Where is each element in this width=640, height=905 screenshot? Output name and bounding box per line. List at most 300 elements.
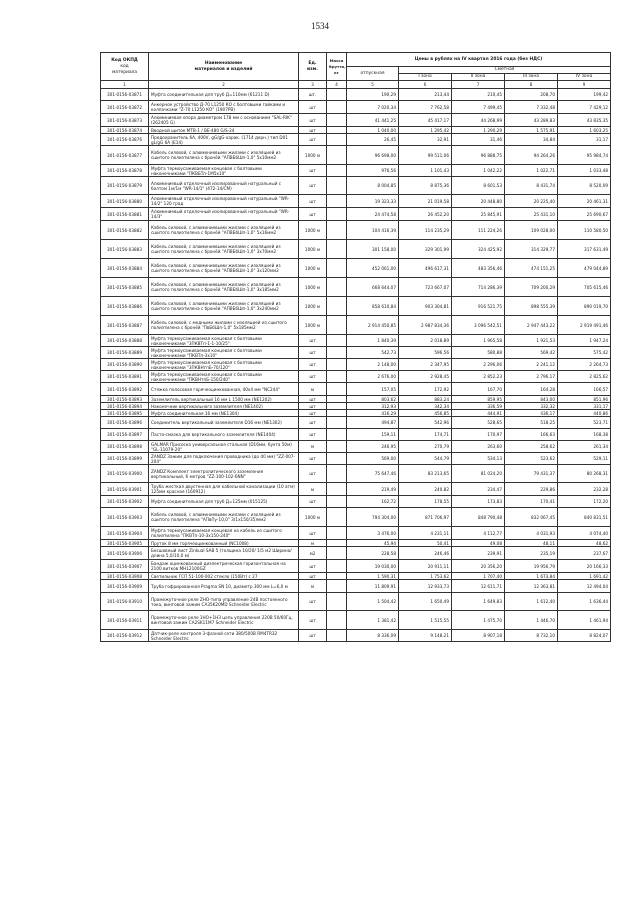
row-unit: шт [299, 630, 327, 642]
row-price-zone-3: 523,62 [505, 453, 558, 465]
row-price-zone-2: 859,95 [452, 396, 505, 403]
table-row [101, 441, 611, 453]
row-price-zone-3: 258,62 [505, 441, 558, 453]
row-mass [327, 134, 347, 146]
row-current-price: 858 610,84 [347, 297, 399, 316]
row-price-zone-2: 170,97 [452, 429, 505, 441]
row-unit: шт [299, 177, 327, 195]
row-price-zone-1: 903 304,81 [399, 297, 452, 316]
table-row [101, 573, 611, 580]
table-row [101, 630, 611, 642]
row-price-zone-3: 8 732,10 [505, 630, 558, 642]
row-code: 301-0156-03906 [101, 547, 149, 560]
row-price-zone-1: 2 987 834,36 [399, 316, 452, 335]
row-price-zone-2: 210,45 [452, 89, 505, 101]
row-mass [327, 527, 347, 540]
row-price-zone-4: 2 919 491,46 [558, 316, 611, 335]
row-price-zone-4: 479 044,89 [558, 259, 611, 278]
row-price-zone-3: 208,70 [505, 89, 558, 101]
row-code: 301-0156-03883 [101, 240, 149, 259]
row-mass [327, 316, 347, 335]
row-name: Кабель силовой, с алюминиевыми жилами с изоляцией из сшитого полиэтилена с бронёй "АПВБбШп-1,0" 3x185мм2 [149, 278, 299, 297]
row-name: Бесшовный лист Zinkual SAB 5 (толщина 10/20/ 1/5 м2 Ширина/длина 5,0/10,0 м) [149, 547, 299, 560]
row-price-zone-3: 229,86 [505, 483, 558, 496]
row-price-zone-3: 12 363,81 [505, 580, 558, 593]
row-price-zone-4: 20 461,31 [558, 195, 611, 208]
table-row [101, 127, 611, 134]
row-code: 301-0156-03909 [101, 580, 149, 593]
row-mass [327, 195, 347, 208]
row-price-zone-4: 1 691,42 [558, 573, 611, 580]
row-unit: 1000 м [299, 240, 327, 259]
row-price-zone-3: 1 612,40 [505, 593, 558, 611]
row-unit: 1000 м [299, 508, 327, 527]
header-zone-4: IV зона [558, 74, 611, 81]
column-index: 5 [347, 81, 399, 89]
row-price-zone-1: 174,71 [399, 429, 452, 441]
row-price-zone-4: 25 690,67 [558, 208, 611, 221]
row-code: 301-0156-03887 [101, 316, 149, 335]
row-code: 301-0156-03896 [101, 417, 149, 429]
row-name: Промежуточное реле ZHO-типа управление 24В постоянного тока, винтовой зажим CA35K20MD Schneider Electric [149, 593, 299, 611]
row-price-zone-4: 8 824,07 [558, 630, 611, 642]
row-mass [327, 560, 347, 573]
table-row [101, 297, 611, 316]
row-price-zone-2: 848 790,48 [452, 508, 505, 527]
row-current-price: 416,29 [347, 410, 399, 417]
row-unit: шт [299, 165, 327, 177]
column-index: 3 [299, 81, 327, 89]
row-unit: м [299, 441, 327, 453]
table-header [101, 53, 611, 81]
row-current-price: 668 644,07 [347, 278, 399, 297]
row-unit: 1000 м [299, 297, 327, 316]
price-table-sheet [100, 52, 610, 642]
row-price-zone-2: 483 356,46 [452, 259, 505, 278]
table-row [101, 540, 611, 547]
row-unit: м [299, 483, 327, 496]
row-price-zone-3: 164,28 [505, 383, 558, 396]
row-price-zone-1: 270,79 [399, 441, 452, 453]
row-code: 301-0156-03902 [101, 496, 149, 508]
row-price-zone-1: 8 875,36 [399, 177, 452, 195]
row-mass [327, 630, 347, 642]
table-row [101, 335, 611, 347]
row-price-zone-4: 7 429,12 [558, 101, 611, 114]
row-unit: 1000 м [299, 316, 327, 335]
row-price-zone-1: 45 417,17 [399, 114, 452, 127]
row-price-zone-1: 213,44 [399, 89, 452, 101]
row-mass [327, 453, 347, 465]
row-price-zone-2: 714 286,39 [452, 278, 505, 297]
row-code: 301-0156-03910 [101, 593, 149, 611]
row-mass [327, 177, 347, 195]
row-price-zone-4: 317 631,49 [558, 240, 611, 259]
row-name: Алюминиевая опора диаметром 178 мм с основанием "SAL-RIK" (262405 G) [149, 114, 299, 127]
row-price-zone-3: 48,11 [505, 540, 558, 547]
row-code: 301-0156-03884 [101, 259, 149, 278]
row-name: Заземлитель вертикальный 16 мм L 1500 мм (NE1202) [149, 396, 299, 403]
row-name: Кабель силовой, с алюминиевыми жилами с изоляцией из сшитого полиэтилена с бронёй "АПВБбШп-1,0" 5x16мм2 [149, 221, 299, 240]
row-price-zone-3: 79 431,37 [505, 465, 558, 483]
price-table [100, 52, 611, 642]
row-code: 301-0156-03911 [101, 611, 149, 630]
table-row [101, 453, 611, 465]
row-price-zone-4: 331,17 [558, 403, 611, 410]
row-code: 301-0156-03873 [101, 114, 149, 127]
row-price-zone-4: 95 984,74 [558, 146, 611, 165]
row-price-zone-4: 1 461,94 [558, 611, 611, 630]
row-price-zone-1: 50,41 [399, 540, 452, 547]
table-row [101, 383, 611, 396]
row-unit: шт [299, 410, 327, 417]
row-price-zone-1: 1 101,43 [399, 165, 452, 177]
row-unit: шт [299, 208, 327, 221]
column-index: 7 [452, 81, 505, 89]
table-row [101, 347, 611, 359]
row-price-zone-2: 12 611,71 [452, 580, 505, 593]
row-name: Алюминиевый отделочный изолированный натуральный "WR-14/2" 120 град [149, 195, 299, 208]
header-estimate: Сметная [399, 67, 611, 74]
row-current-price: 3 476,00 [347, 527, 399, 540]
row-price-zone-1: 99 511,06 [399, 146, 452, 165]
row-price-zone-2: 81 024,20 [452, 465, 505, 483]
table-row [101, 580, 611, 593]
row-code: 301-0156-03898 [101, 441, 149, 453]
row-mass [327, 417, 347, 429]
row-price-zone-1: 2 018,89 [399, 335, 452, 347]
row-price-zone-2: 528,65 [452, 417, 505, 429]
row-code: 301-0156-03893 [101, 396, 149, 403]
table-row [101, 240, 611, 259]
row-price-zone-3: 1 446,70 [505, 611, 558, 630]
row-mass [327, 297, 347, 316]
table-row [101, 508, 611, 527]
row-code: 301-0156-03901 [101, 483, 149, 496]
table-row [101, 221, 611, 240]
row-current-price: 157,05 [347, 383, 399, 396]
table-row [101, 547, 611, 560]
row-name: Соединитель вертикальный заземлителя D16 мм (NE1302) [149, 417, 299, 429]
row-name: Кабель силовой, с алюминиевыми жилами с изоляцией из сшитого полиэтилена с бронёй "АПВБбШп-1,0" 3x70мм2 [149, 240, 299, 259]
row-price-zone-3: 474 151,25 [505, 259, 558, 278]
row-unit: шт [299, 127, 327, 134]
row-price-zone-1: 114 235,29 [399, 221, 452, 240]
row-code: 301-0156-03888 [101, 335, 149, 347]
row-price-zone-3: 4 031,93 [505, 527, 558, 540]
row-price-zone-3: 34,84 [505, 134, 558, 146]
row-price-zone-1: 12 933,73 [399, 580, 452, 593]
table-row [101, 208, 611, 221]
row-code: 301-0156-03891 [101, 371, 149, 383]
row-price-zone-1: 240,82 [399, 483, 452, 496]
row-current-price: 8 336,09 [347, 630, 399, 642]
row-code: 301-0156-03886 [101, 297, 149, 316]
row-price-zone-2: 31,46 [452, 134, 505, 146]
row-price-zone-1: 871 706,97 [399, 508, 452, 527]
table-row [101, 146, 611, 165]
row-unit: шт [299, 335, 327, 347]
table-row [101, 496, 611, 508]
row-code: 301-0156-03907 [101, 560, 149, 573]
row-price-zone-2: 2 296,06 [452, 359, 505, 371]
row-price-zone-4: 2 264,73 [558, 359, 611, 371]
row-name: Пруток 8 мм горячеоцинкованный (NC1008) [149, 540, 299, 547]
row-name: Муфта термоусаживаемая концевая с болтовыми наконечниками "ПКВТп-3x10" [149, 347, 299, 359]
row-current-price: 1 840,39 [347, 335, 399, 347]
row-price-zone-4: 4 074,40 [558, 527, 611, 540]
row-mass [327, 240, 347, 259]
row-price-zone-4: 1 603,25 [558, 127, 611, 134]
row-current-price: 162,72 [347, 496, 399, 508]
header-zone-3: III зона [505, 74, 558, 81]
row-price-zone-4: 80 268,31 [558, 465, 611, 483]
row-code: 301-0156-03889 [101, 347, 149, 359]
row-code: 301-0156-03876 [101, 134, 149, 146]
row-code: 301-0156-03877 [101, 146, 149, 165]
row-price-zone-1: 172,92 [399, 383, 452, 396]
row-code: 301-0156-03882 [101, 221, 149, 240]
row-price-zone-2: 234,47 [452, 483, 505, 496]
row-price-zone-1: 26 452,20 [399, 208, 452, 221]
row-price-zone-1: 20 911,11 [399, 560, 452, 573]
row-price-zone-4: 890 019,70 [558, 297, 611, 316]
row-code: 301-0156-03895 [101, 410, 149, 417]
table-body [101, 89, 611, 642]
row-price-zone-2: 916 521,75 [452, 297, 505, 316]
row-price-zone-1: 496 617,31 [399, 259, 452, 278]
row-current-price: 104 416,39 [347, 221, 399, 240]
row-price-zone-2: 8 601,53 [452, 177, 505, 195]
row-price-zone-3: 569,42 [505, 347, 558, 359]
row-current-price: 569,00 [347, 453, 399, 465]
row-name: Алюминиевый отделочный изолированный натуральный "WR-14/3" [149, 208, 299, 221]
row-price-zone-2: 4 112,77 [452, 527, 505, 540]
row-unit: шт [299, 114, 327, 127]
table-row [101, 403, 611, 410]
row-price-zone-2: 1 965,58 [452, 335, 505, 347]
row-price-zone-4: 172,20 [558, 496, 611, 508]
row-mass [327, 371, 347, 383]
row-name: Алюминиевый отделочный изолированный натуральный с болтом 1м/1м "WR-14/1" (472-14/CM) [149, 177, 299, 195]
row-name: Кабель силовой, с медными жилами с изоляцией из сшитого полиэтилена с бронёй "ПвБбШп-1,0" 5x185мм2 [149, 316, 299, 335]
row-unit: шт [299, 417, 327, 429]
row-mass [327, 359, 347, 371]
column-index: 6 [399, 81, 452, 89]
row-current-price: 312,93 [347, 403, 399, 410]
row-mass [327, 208, 347, 221]
row-price-zone-4: 840 831,51 [558, 508, 611, 527]
row-current-price: 96 698,00 [347, 146, 399, 165]
header-price-block: Цены в рублях на IV квартал 2016 года (без НДС) [347, 53, 611, 67]
table-row [101, 560, 611, 573]
row-price-zone-2: 1 475,70 [452, 611, 505, 630]
row-current-price: 301 158,00 [347, 240, 399, 259]
row-current-price: 2 914 450,85 [347, 316, 399, 335]
row-price-zone-2: 167,70 [452, 383, 505, 396]
row-price-zone-3: 1 022,71 [505, 165, 558, 177]
row-price-zone-2: 8 907,18 [452, 630, 505, 642]
row-price-zone-1: 342,34 [399, 403, 452, 410]
row-current-price: 24 474,58 [347, 208, 399, 221]
row-price-zone-3: 1 673,84 [505, 573, 558, 580]
column-index: 8 [505, 81, 558, 89]
table-row [101, 527, 611, 540]
row-price-zone-3: 2 947 443,22 [505, 316, 558, 335]
row-price-zone-2: 263,60 [452, 441, 505, 453]
table-row [101, 278, 611, 297]
row-current-price: 452 061,00 [347, 259, 399, 278]
row-code: 301-0156-03890 [101, 359, 149, 371]
row-price-zone-3: 20 225,40 [505, 195, 558, 208]
row-price-zone-4: 110 580,50 [558, 221, 611, 240]
row-unit: шт [299, 359, 327, 371]
row-price-zone-4: 31,17 [558, 134, 611, 146]
row-mass [327, 165, 347, 177]
row-price-zone-1: 1 515,55 [399, 611, 452, 630]
column-index: 4 [327, 81, 347, 89]
row-price-zone-4: 2 825,62 [558, 371, 611, 383]
row-name: Стяжка полосовая горячеоцинкованная, 40x4 мм "NC244" [149, 383, 299, 396]
row-mass [327, 496, 347, 508]
row-current-price: 803,62 [347, 396, 399, 403]
row-current-price: 2 148,00 [347, 359, 399, 371]
row-unit: шт [299, 134, 327, 146]
row-unit: шт [299, 560, 327, 573]
row-code: 301-0156-03897 [101, 429, 149, 441]
row-unit: м [299, 540, 327, 547]
row-price-zone-4: 523,71 [558, 417, 611, 429]
row-code: 301-0156-03880 [101, 195, 149, 208]
row-current-price: 7 020,34 [347, 101, 399, 114]
row-mass [327, 611, 347, 630]
table-row [101, 593, 611, 611]
row-current-price: 794 304,00 [347, 508, 399, 527]
row-name: Труба гофрированная Pragma SN 10, диаметр 300 мм L=6,0 м [149, 580, 299, 593]
header-mass: Масса брутто, кг [327, 53, 347, 81]
row-mass [327, 383, 347, 396]
row-unit: шт [299, 465, 327, 483]
row-price-zone-4: 43 835,35 [558, 114, 611, 127]
row-mass [327, 483, 347, 496]
row-price-zone-3: 25 431,10 [505, 208, 558, 221]
row-current-price: 45,94 [347, 540, 399, 547]
row-name: Паста-смазка для вертикального заземлителя (NE1404) [149, 429, 299, 441]
row-price-zone-4: 1 636,44 [558, 593, 611, 611]
row-code: 301-0156-03908 [101, 573, 149, 580]
header-code: Код ОКПД код материала [101, 53, 149, 81]
row-price-zone-4: 575,42 [558, 347, 611, 359]
table-row [101, 465, 611, 483]
row-name: Муфта соединительная 16 мм (NE1304) [149, 410, 299, 417]
row-current-price: 41 441,25 [347, 114, 399, 127]
row-current-price: 159,11 [347, 429, 399, 441]
row-price-zone-1: 9 148,21 [399, 630, 452, 642]
row-unit: шт [299, 347, 327, 359]
table-row [101, 177, 611, 195]
row-price-zone-2: 3 096 542,51 [452, 316, 505, 335]
row-unit: шт [299, 496, 327, 508]
row-current-price: 19 323,33 [347, 195, 399, 208]
row-code: 301-0156-03903 [101, 508, 149, 527]
row-mass [327, 508, 347, 527]
row-current-price: 976,56 [347, 165, 399, 177]
row-price-zone-3: 2 796,17 [505, 371, 558, 383]
table-row [101, 89, 611, 101]
row-price-zone-2: 534,13 [452, 453, 505, 465]
row-price-zone-3: 94 264,26 [505, 146, 558, 165]
row-price-zone-1: 456,85 [399, 410, 452, 417]
row-code: 301-0156-03872 [101, 101, 149, 114]
row-price-zone-2: 96 888,75 [452, 146, 505, 165]
row-mass [327, 593, 347, 611]
row-unit: шт [299, 396, 327, 403]
column-index: 9 [558, 81, 611, 89]
row-current-price: 246,95 [347, 441, 399, 453]
row-mass [327, 429, 347, 441]
header-unit: Ед. изм. [299, 53, 327, 81]
row-price-zone-4: 237,67 [558, 547, 611, 560]
header-name: Наименование материалов и изделий [149, 53, 299, 81]
row-price-zone-2: 1 290,29 [452, 127, 505, 134]
table-row [101, 483, 611, 496]
table-row [101, 417, 611, 429]
row-unit: шт [299, 429, 327, 441]
row-mass [327, 278, 347, 297]
table-row [101, 396, 611, 403]
column-index: 1 [101, 81, 149, 89]
row-mass [327, 547, 347, 560]
row-price-zone-2: 239,91 [452, 547, 505, 560]
row-price-zone-4: 529,11 [558, 453, 611, 465]
row-name: Бандаж оцинкованный диэлектрическая горизонтальная на 2100 витков МН12100GZ [149, 560, 299, 573]
row-price-zone-3: 8 431,74 [505, 177, 558, 195]
row-price-zone-1: 883,24 [399, 396, 452, 403]
row-name: ZANDZ Комплект электролитического заземления вертикальный, 6 метров "ZZ-100-102-6NN" [149, 465, 299, 483]
row-current-price: 190,29 [347, 89, 399, 101]
row-price-zone-2: 20 356,20 [452, 560, 505, 573]
row-price-zone-2: 173,83 [452, 496, 505, 508]
row-unit: шт [299, 195, 327, 208]
row-code: 301-0156-03894 [101, 403, 149, 410]
row-name: Кабель силовой, с алюминиевыми жилами с изоляцией из сшитого полиэтилена "АПвПу-10,0" 3(1x150/35)мм2 [149, 508, 299, 527]
row-name: Муфта соединительная для труб Д=125мм (015125) [149, 496, 299, 508]
row-unit: шт [299, 371, 327, 383]
row-price-zone-3: 235,19 [505, 547, 558, 560]
row-current-price: 8 004,85 [347, 177, 399, 195]
row-unit: м [299, 580, 327, 593]
row-name: GALMAR Присоска универсальная стальная (D16мм, бухта 50м) "GL-11079-20" [149, 441, 299, 453]
row-mass [327, 396, 347, 403]
row-price-zone-4: 1 947,24 [558, 335, 611, 347]
header-zone-1: I зона [399, 74, 452, 81]
row-price-zone-2: 444,91 [452, 410, 505, 417]
row-price-zone-2: 336,59 [452, 403, 505, 410]
column-index-row [101, 81, 611, 89]
header-current: отпускная [347, 67, 399, 81]
row-mass [327, 403, 347, 410]
row-price-zone-1: 544,79 [399, 453, 452, 465]
row-code: 301-0156-03899 [101, 453, 149, 465]
row-price-zone-4: 168,38 [558, 429, 611, 441]
row-code: 301-0156-03905 [101, 540, 149, 547]
row-unit: 1000 м [299, 221, 327, 240]
row-name: Муфта термоусаживаемая концевая с болтовыми наконечниками "3ПКВТп-1-1-10/25" [149, 335, 299, 347]
row-price-zone-1: 246,46 [399, 547, 452, 560]
row-code: 301-0156-03871 [101, 89, 149, 101]
row-mass [327, 259, 347, 278]
row-unit: шт [299, 593, 327, 611]
